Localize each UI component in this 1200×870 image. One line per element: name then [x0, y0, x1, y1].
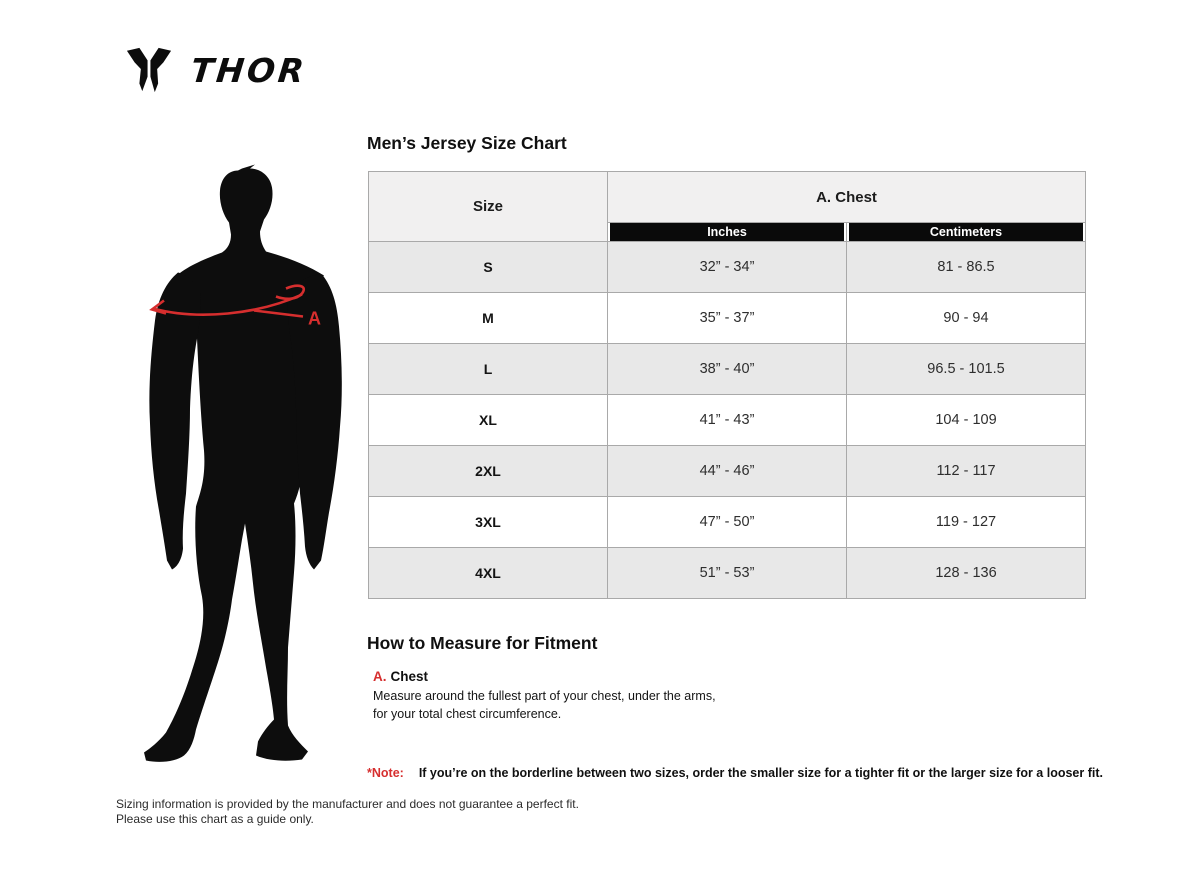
size-cell: M [369, 293, 608, 344]
subheader-centimeters: Centimeters [849, 223, 1083, 241]
centimeters-cell: 81 - 86.5 [847, 242, 1086, 293]
inches-cell: 41” - 43” [608, 395, 847, 446]
size-cell: S [369, 242, 608, 293]
column-header-chest: A. Chest [608, 172, 1086, 223]
table-row-3xl [369, 497, 1086, 548]
measurement-label-a: A [308, 308, 321, 329]
inches-cell: 47” - 50” [608, 497, 847, 548]
inches-cell: 32” - 34” [608, 242, 847, 293]
table-row-l [369, 344, 1086, 395]
centimeters-cell: 96.5 - 101.5 [847, 344, 1086, 395]
measure-item-chest [373, 669, 733, 724]
sizing-note [367, 766, 1103, 780]
brand-wordmark: THOR [188, 50, 309, 90]
size-cell: 3XL [369, 497, 608, 548]
centimeters-cell: 104 - 109 [847, 395, 1086, 446]
table-row-m [369, 293, 1086, 344]
subheader-centimeters-cell [847, 223, 1086, 242]
disclaimer-line2: Please use this chart as a guide only. [116, 812, 314, 826]
size-cell: 4XL [369, 548, 608, 599]
inches-cell: 51” - 53” [608, 548, 847, 599]
inches-cell: 35” - 37” [608, 293, 847, 344]
centimeters-cell: 128 - 136 [847, 548, 1086, 599]
silhouette-svg [138, 162, 353, 767]
subheader-inches-cell [608, 223, 847, 242]
table-row-s [369, 242, 1086, 293]
size-chart-title: Men’s Jersey Size Chart [367, 133, 567, 153]
table-row-4xl [369, 548, 1086, 599]
inches-cell: 44” - 46” [608, 446, 847, 497]
centimeters-cell: 112 - 117 [847, 446, 1086, 497]
inches-cell: 38” - 40” [608, 344, 847, 395]
male-silhouette-figure [138, 162, 353, 767]
measure-item-label [373, 669, 733, 684]
table-row-2xl [369, 446, 1086, 497]
size-cell: L [369, 344, 608, 395]
note-prefix: *Note: [367, 766, 404, 780]
measure-item-key: A. [373, 669, 387, 684]
note-text: If you’re on the borderline between two sizes, order the smaller size for a tighter fit or the larger size for a looser fit. [418, 766, 1103, 780]
size-cell: XL [369, 395, 608, 446]
subheader-inches: Inches [610, 223, 844, 241]
column-header-size: Size [369, 172, 608, 242]
measure-item-name: Chest [390, 669, 429, 684]
table-row-xl [369, 395, 1086, 446]
measure-section-heading: How to Measure for Fitment [367, 633, 598, 653]
brand-logo [125, 46, 307, 94]
left-arm-shape [149, 273, 200, 570]
centimeters-cell: 90 - 94 [847, 293, 1086, 344]
thor-horns-icon [125, 46, 173, 94]
disclaimer [116, 797, 579, 827]
size-cell: 2XL [369, 446, 608, 497]
size-chart-table [368, 171, 1086, 599]
measure-item-description: Measure around the fullest part of your chest, under the arms, for your total chest circumference. [373, 689, 716, 721]
centimeters-cell: 119 - 127 [847, 497, 1086, 548]
disclaimer-line1: Sizing information is provided by the manufacturer and does not guarantee a perfect fit. [116, 797, 579, 811]
